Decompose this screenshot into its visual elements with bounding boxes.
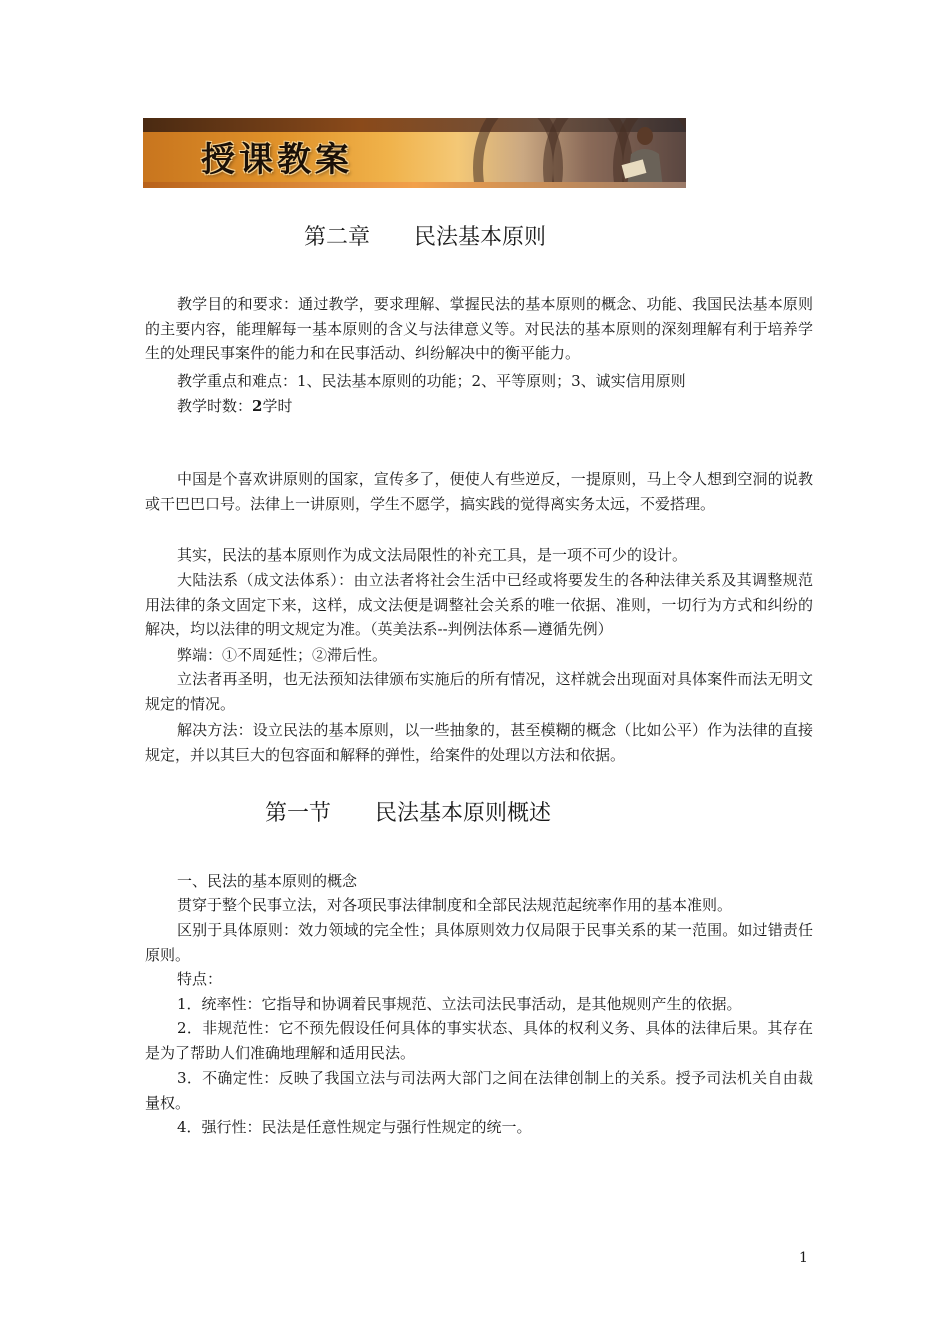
section-paragraph: 贯穿于整个民事立法，对各项民事法律制度和全部民法规范起统率作用的基本准则。 (177, 896, 733, 914)
banner-bottom-band (143, 182, 686, 188)
section-list-item: 4．强行性：民法是任意性规定与强行性规定的统一。 (177, 1118, 532, 1136)
body-paragraph: 立法者再圣明，也无法预知法律颁布实施后的所有情况，这样就会出现面对具体案件而法无明文规定的情况。 (145, 670, 813, 713)
hours-label: 教学时数： (177, 397, 253, 415)
section-paragraph: 特点： (177, 970, 223, 988)
body-paragraph: 大陆法系（成文法体系）：由立法者将社会生活中已经或将要发生的各种法律关系及其调整规范用法律的条文固定下来，这样，成文法便是调整社会关系的唯一依据、准则，一切行为方式和纠纷的解决，均以法律的明文规定为准。（英美法系--判例法体系—遵循先例） (145, 571, 813, 638)
banner-person-image (613, 122, 673, 188)
section-title: 第一节 民法基本原则概述 (265, 801, 552, 826)
body-paragraph: 解决方法：设立民法的基本原则，以一些抽象的，甚至模糊的概念（比如公平）作为法律的直接规定，并以其巨大的包容面和解释的弹性，给案件的处理以方法和依据。 (145, 721, 813, 764)
page-number: 1 (799, 1250, 808, 1266)
body-paragraph: 其实，民法的基本原则作为成文法局限性的补充工具，是一项不可少的设计。 (177, 546, 688, 564)
hours-value: 2 (252, 397, 263, 415)
hours-unit: 学时 (262, 397, 293, 415)
section-heading: 一、民法的基本原则的概念 (177, 872, 358, 890)
intro-paragraph: 教学重点和难点：1、民法基本原则的功能；2、平等原则；3、诚实信用原则 (177, 372, 686, 390)
body-paragraph: 弊端：①不周延性；②滞后性。 (177, 646, 388, 664)
chapter-title: 第二章 民法基本原则 (304, 225, 547, 250)
section-list-item: 1．统率性：它指导和协调着民事规范、立法司法民事活动，是其他规则产生的依据。 (177, 995, 742, 1013)
section-paragraph: 区别于具体原则：效力领域的完全性；具体原则效力仅局限于民事关系的某一范围。如过错责任原则。 (145, 921, 813, 964)
teaching-hours (145, 394, 813, 419)
header-banner (143, 118, 686, 188)
section-list-item: 2．非规范性：它不预先假设任何具体的事实状态、具体的权利义务、具体的法律后果。其存在是为了帮助人们准确地理解和适用民法。 (145, 1019, 813, 1062)
intro-paragraph: 教学目的和要求：通过教学，要求理解、掌握民法的基本原则的概念、功能、我国民法基本原则的主要内容，能理解每一基本原则的含义与法律意义等。对民法的基本原则的深刻理解有利于培养学生的处理民事案件的能力和在民事活动、纠纷解决中的衡平能力。 (145, 295, 813, 362)
body-paragraph: 中国是个喜欢讲原则的国家，宣传多了，便使人有些逆反，一提原则，马上令人想到空洞的说教或干巴巴口号。法律上一讲原则，学生不愿学，搞实践的觉得离实务太远，不爱搭理。 (145, 470, 813, 513)
banner-title: 授课教案 (201, 140, 353, 180)
section-list-item: 3．不确定性：反映了我国立法与司法两大部门之间在法律创制上的关系。授予司法机关自由裁量权。 (145, 1069, 813, 1112)
